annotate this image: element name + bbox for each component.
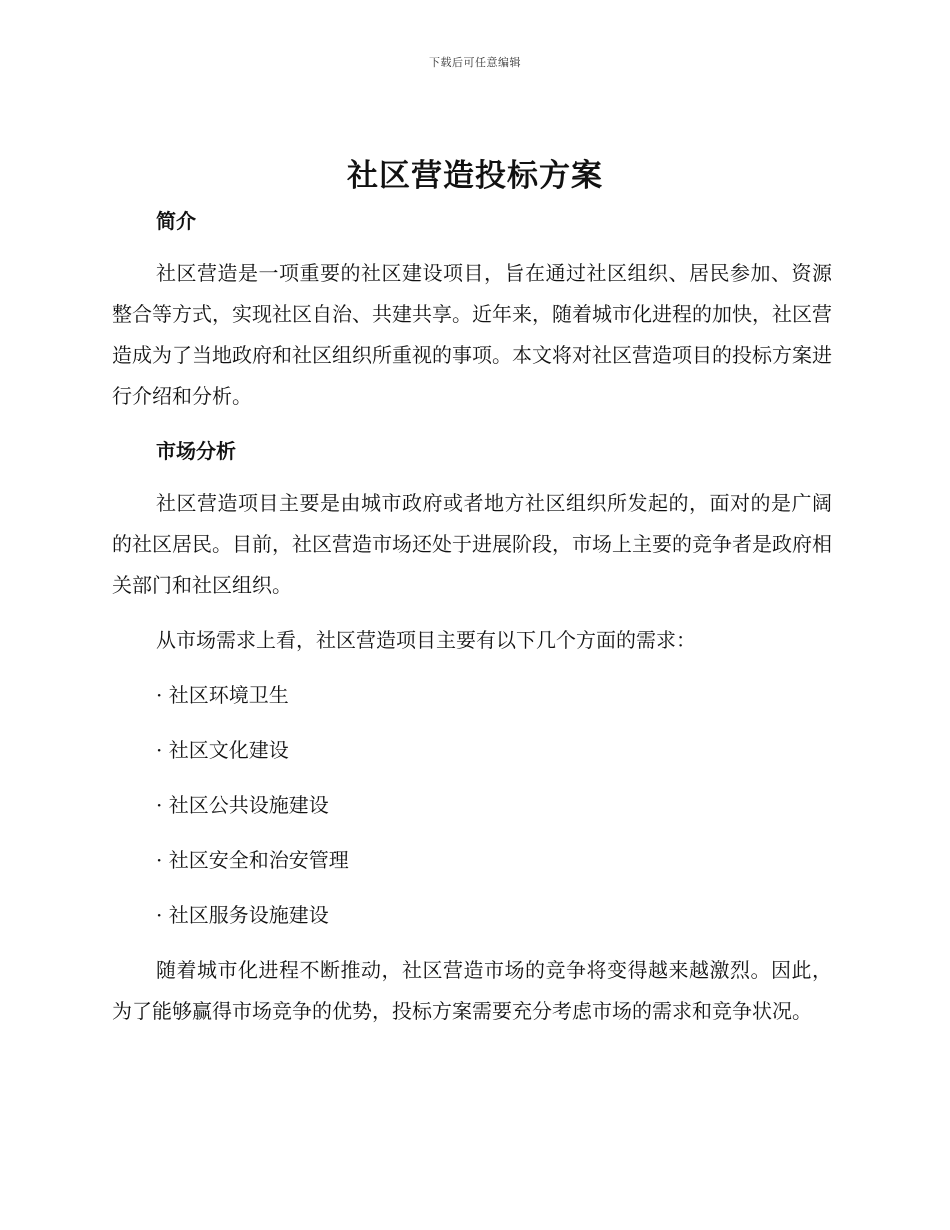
intro-paragraph: 社区营造是一项重要的社区建设项目，旨在通过社区组织、居民参加、资源整合等方式，实现社区自治、共建共享。近年来，随着城市化进程的加快，社区营造成为了当地政府和社区组织所重视的事项。本文将对社区营造项目的投标方案进行介绍和分析。: [112, 261, 832, 408]
list-item: · 社区服务设施建设: [156, 903, 329, 927]
section-heading-market-analysis: 市场分析: [156, 439, 236, 463]
list-item: · 社区安全和治安管理: [156, 848, 349, 872]
demand-list: [112, 675, 832, 936]
header-note: 下载后可任意编辑: [429, 56, 521, 69]
section-heading-intro: 简介: [156, 209, 196, 233]
page-title: 社区营造投标方案: [347, 158, 603, 194]
list-item: · 社区环境卫生: [156, 683, 289, 707]
list-item: · 社区公共设施建设: [156, 793, 329, 817]
list-item: · 社区文化建设: [156, 738, 289, 762]
market-paragraph-1: 社区营造项目主要是由城市政府或者地方社区组织所发起的，面对的是广阔的社区居民。目前，社区营造市场还处于进展阶段，市场上主要的竞争者是政府相关部门和社区组织。: [112, 491, 832, 597]
document-body: [112, 203, 832, 1032]
market-closing-paragraph: 随着城市化进程不断推动，社区营造市场的竞争将变得越来越激烈。因此，为了能够赢得市场竞争的优势，投标方案需要充分考虑市场的需求和竞争状况。: [112, 958, 832, 1023]
market-paragraph-2: 从市场需求上看，社区营造项目主要有以下几个方面的需求：: [156, 628, 696, 652]
